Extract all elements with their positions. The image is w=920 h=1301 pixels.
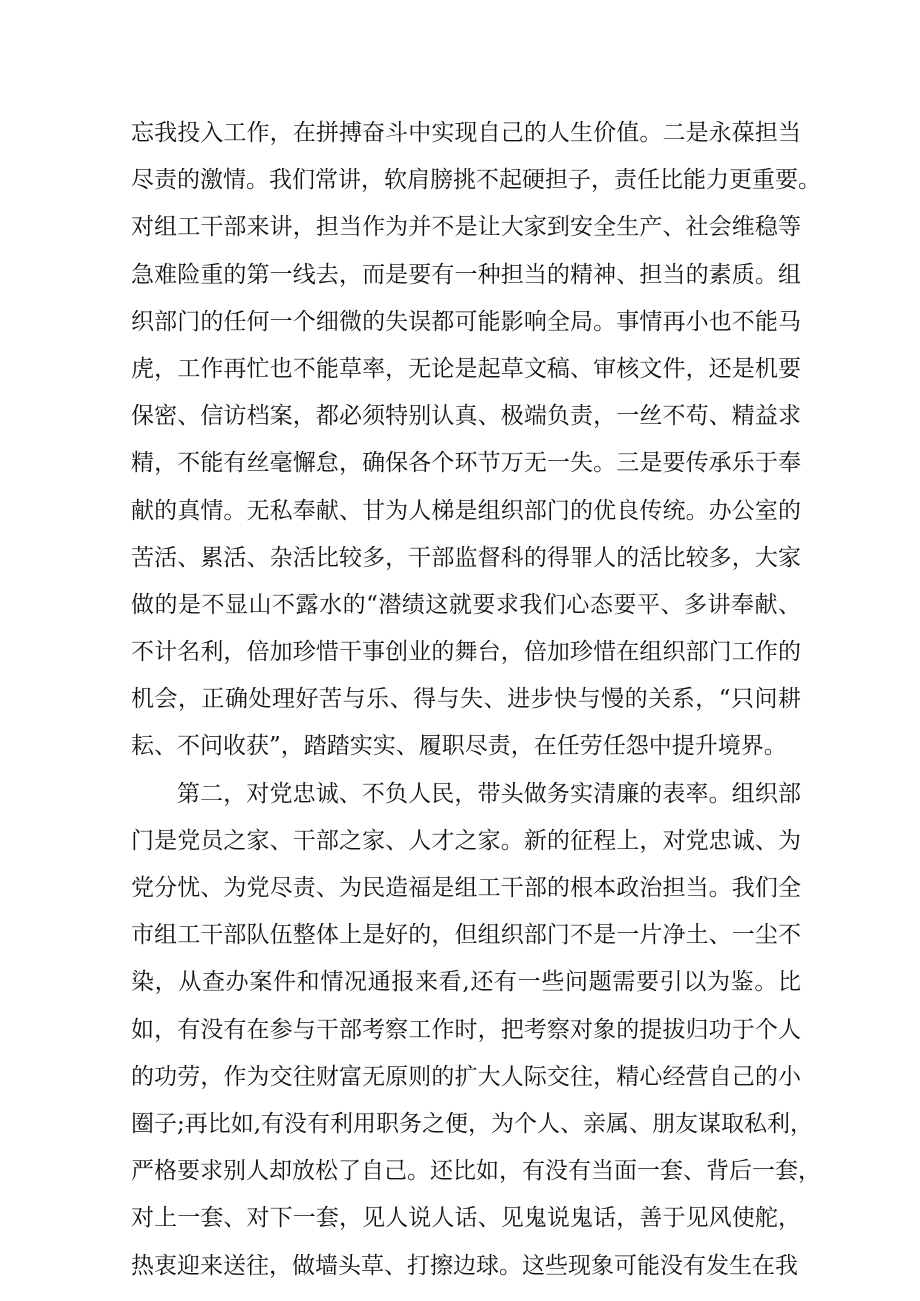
text-line: 织部门的任何一个细微的失误都可能影响全局。事情再小也不能马 bbox=[131, 308, 801, 335]
text-line: 染，从查办案件和情况通报来看,还有一些问题需要引以为鉴。比 bbox=[131, 969, 801, 996]
text-line: 不计名利，倍加珍惜干事创业的舞台，倍加珍惜在组织部门工作的 bbox=[131, 639, 801, 666]
text-line: 忘我投入工作，在拼搏奋斗中实现自己的人生价值。二是永葆担当 bbox=[131, 120, 801, 146]
text-line: 严格要求别人却放松了自己。还比如，有没有当面一套、背后一套， bbox=[131, 1158, 821, 1185]
text-line: 市组工干部队伍整体上是好的，但组织部门不是一片净土、一尘不 bbox=[131, 922, 801, 949]
text-line: 热衷迎来送往，做墙头草、打擦边球。这些现象可能没有发生在我 bbox=[131, 1252, 798, 1279]
text-line: 尽责的激情。我们常讲，软肩膀挑不起硬担子，责任比能力更重要。 bbox=[131, 167, 821, 194]
text-line: 急难险重的第一线去，而是要有一种担当的精神、担当的素质。组 bbox=[131, 261, 801, 288]
text-line: 门是党员之家、干部之家、人才之家。新的征程上，对党忠诚、为 bbox=[131, 827, 801, 854]
text-line: 保密、信访档案，都必须特别认真、极端负责，一丝不苟、精益求 bbox=[131, 403, 801, 430]
text-line: 机会，正确处理好苦与乐、得与失、进步快与慢的关系，“只问耕 bbox=[131, 686, 801, 713]
text-line: 对上一套、对下一套，见人说人话、见鬼说鬼话，善于见风使舵， bbox=[131, 1205, 801, 1232]
paragraph-start-line: 第二，对党忠诚、不负人民，带头做务实清廉的表率。组织部 bbox=[177, 780, 801, 807]
text-line: 如，有没有在参与干部考察工作时，把考察对象的提拔归功于个人 bbox=[131, 1016, 801, 1043]
text-line: 党分忧、为党尽责、为民造福是组工干部的根本政治担当。我们全 bbox=[131, 875, 801, 901]
text-line: 苦活、累活、杂活比较多，干部监督科的得罪人的活比较多，大家 bbox=[131, 544, 801, 571]
text-line: 对组工干部来讲，担当作为并不是让大家到安全生产、社会维稳等 bbox=[131, 214, 801, 241]
text-line: 做的是不显山不露水的“潜绩这就要求我们心态要平、多讲奉献、 bbox=[131, 591, 801, 618]
text-line: 耘、不问收获”，踏踏实实、履职尽责，在任劳任怨中提升境界。 bbox=[131, 733, 787, 760]
text-line: 的功劳，作为交往财富无原则的扩大人际交往，精心经营自己的小 bbox=[131, 1063, 801, 1090]
text-line: 虎，工作再忙也不能草率，无论是起草文稿、审核文件，还是机要 bbox=[131, 355, 801, 382]
text-line: 精，不能有丝毫懈怠，确保各个环节万无一失。三是要传承乐于奉 bbox=[131, 450, 801, 477]
text-line: 圈子;再比如,有没有利用职务之便，为个人、亲属、朋友谋取私利， bbox=[131, 1110, 814, 1137]
body-text bbox=[131, 110, 821, 1290]
text-line: 献的真情。无私奉献、甘为人梯是组织部门的优良传统。办公室的 bbox=[131, 497, 801, 524]
